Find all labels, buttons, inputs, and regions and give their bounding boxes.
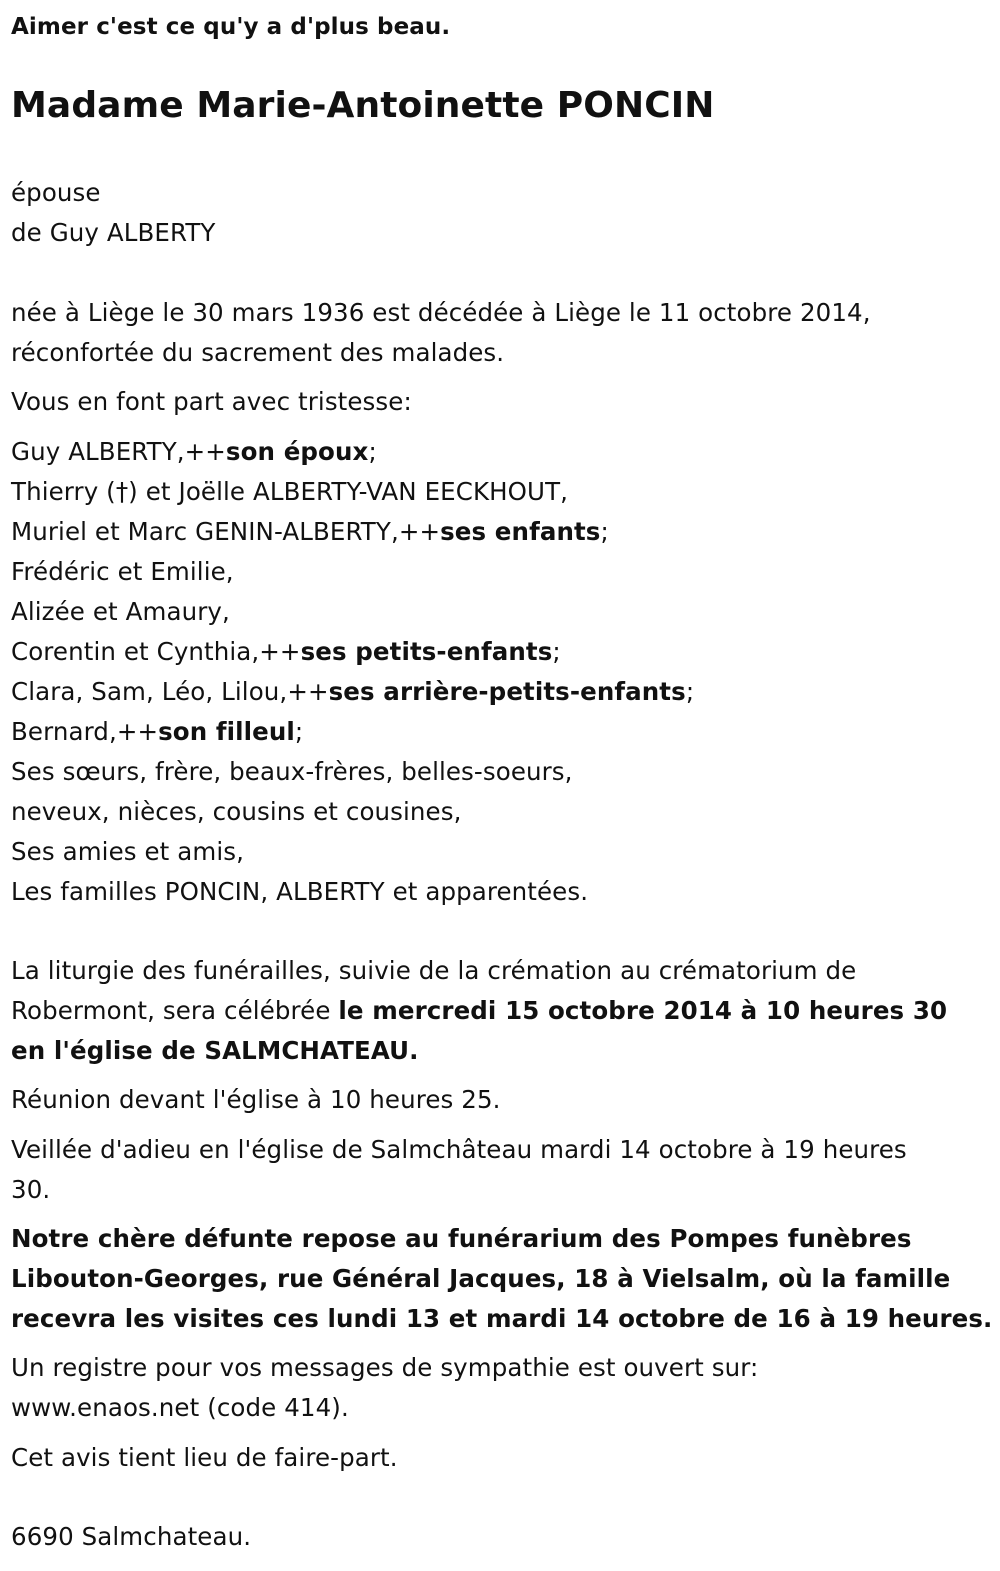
deceased-name: Madame Marie-Antoinette PONCIN <box>11 85 715 126</box>
family-line-spouse <box>11 437 377 467</box>
family-line-9: Ses sœurs, frère, beaux-frères, belles-soeurs, <box>11 757 573 786</box>
registry-line-1: Un registre pour vos messages de sympathie est ouvert sur: <box>11 1353 759 1382</box>
spouse-line-1: épouse <box>11 178 101 207</box>
family-punct: ; <box>685 677 695 706</box>
family-line-great-grandchildren <box>11 677 694 707</box>
family-punct: ; <box>368 437 377 466</box>
family-role: ses petits-enfants <box>300 637 553 666</box>
registry-line-2: www.enaos.net (code 414). <box>11 1393 349 1422</box>
liturgy-date: le mercredi 15 octobre 2014 à 10 heures 30 <box>338 996 948 1025</box>
family-line-grandchildren <box>11 637 561 667</box>
liturgy-text: Robermont, sera célébrée <box>11 996 339 1025</box>
birth-death-line-2: réconfortée du sacrement des malades. <box>11 338 505 367</box>
family-line-2: Thierry (†) et Joëlle ALBERTY-VAN EECKHOUT, <box>11 477 569 506</box>
family-line-children <box>11 517 609 547</box>
family-role: son époux <box>225 437 369 466</box>
family-line-godson <box>11 717 303 747</box>
funerarium-text: Notre chère défunte repose au funérarium des Pompes funèbres <box>11 1224 912 1253</box>
family-punct: ; <box>294 717 304 746</box>
family-role: son filleul <box>158 717 295 746</box>
announcement: Vous en font part avec tristesse: <box>11 387 412 416</box>
vigil-line-1: Veillée d'adieu en l'église de Salmchâteau mardi 14 octobre à 19 heures <box>11 1135 907 1164</box>
family-line-11: Ses amies et amis, <box>11 837 244 866</box>
funerarium-line-3 <box>11 1304 992 1334</box>
reunion: Réunion devant l'église à 10 heures 25. <box>11 1085 501 1114</box>
notice: Cet avis tient lieu de faire-part. <box>11 1443 398 1472</box>
family-line-4: Frédéric et Emilie, <box>11 557 234 586</box>
family-member-name: Corentin et Cynthia,++ <box>11 637 301 666</box>
epigraph: Aimer c'est ce qu'y a d'plus beau. <box>11 14 451 40</box>
family-member-name: Muriel et Marc GENIN-ALBERTY,++ <box>11 517 441 546</box>
family-punct: ; <box>552 637 561 666</box>
family-role: ses arrière-petits-enfants <box>328 677 686 706</box>
funerarium-line-1 <box>11 1224 912 1254</box>
vigil-line-2: 30. <box>11 1175 51 1204</box>
liturgy-place: en l'église de SALMCHATEAU. <box>11 1036 419 1065</box>
liturgy-line-2 <box>11 996 947 1026</box>
family-line-10: neveux, nièces, cousins et cousines, <box>11 797 462 826</box>
family-member-name: Clara, Sam, Léo, Lilou,++ <box>11 677 329 706</box>
family-line-5: Alizée et Amaury, <box>11 597 230 626</box>
liturgy-line-3 <box>11 1036 419 1066</box>
location: 6690 Salmchateau. <box>11 1522 252 1551</box>
funerarium-text: Libouton-Georges, rue Général Jacques, 18 à Vielsalm, où la famille <box>11 1264 951 1293</box>
family-line-12: Les familles PONCIN, ALBERTY et apparentées. <box>11 877 589 906</box>
birth-death-line-1: née à Liège le 30 mars 1936 est décédée à Liège le 11 octobre 2014, <box>11 298 871 327</box>
family-role: ses enfants <box>440 517 601 546</box>
funerarium-line-2 <box>11 1264 950 1294</box>
family-punct: ; <box>600 517 609 546</box>
spouse-line-2: de Guy ALBERTY <box>11 218 216 247</box>
funerarium-text: recevra les visites ces lundi 13 et mardi 14 octobre de 16 à 19 heures. <box>11 1304 993 1333</box>
family-member-name: Guy ALBERTY,++ <box>11 437 226 466</box>
family-member-name: Bernard,++ <box>11 717 159 746</box>
liturgy-line-1: La liturgie des funérailles, suivie de la crémation au crématorium de <box>11 956 857 985</box>
